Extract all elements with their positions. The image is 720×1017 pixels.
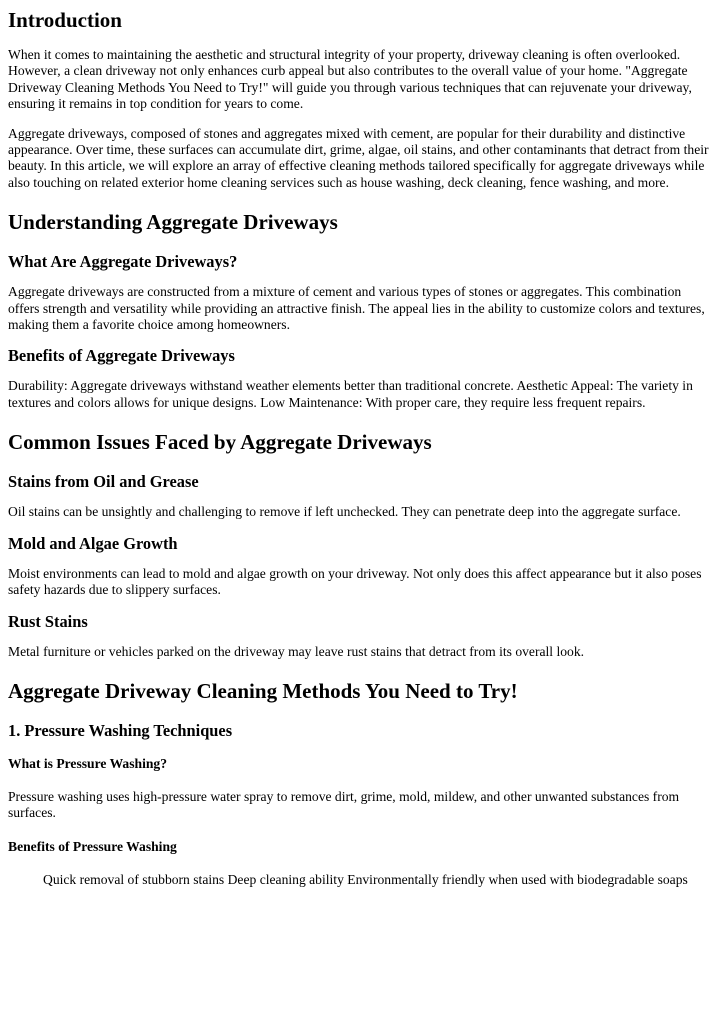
mold-algae-heading: Mold and Algae Growth [8, 533, 178, 553]
pressure-washing-heading: 1. Pressure Washing Techniques [8, 720, 233, 740]
pressure-washing-benefits-list [8, 872, 715, 888]
rust-stains-paragraph: Metal furniture or vehicles parked on the driveway may leave rust stains that detract from its overall look. [8, 643, 585, 659]
common-issues-heading: Common Issues Faced by Aggregate Driveways [8, 430, 432, 455]
benefits-paragraph: Durability: Aggregate driveways withstand weather elements better than traditional concrete. Aesthetic Appeal: The variety in textures and colors allows for unique designs. Low Maintenance: With proper care, they require less frequent repairs. [8, 378, 693, 410]
introduction-paragraph-2: Aggregate driveways, composed of stones and aggregates mixed with cement, are popular for their durability and distinctive appearance. Over time, these surfaces can accumulate dirt, grime, algae, oil stains, and other contaminants that detract from their beauty. In this article, we will explore an array of effective cleaning methods tailored specifically for aggregate driveways while also touching on related exterior home cleaning services such as house washing, deck cleaning, fence washing, and more. [8, 125, 709, 190]
rust-stains-heading: Rust Stains [8, 611, 88, 631]
what-is-pressure-washing-paragraph: Pressure washing uses high-pressure water spray to remove dirt, grime, mold, mildew, and other unwanted substances from surfaces. [8, 788, 680, 821]
mold-algae-paragraph: Moist environments can lead to mold and algae growth on your driveway. Not only does this affect appearance but it also poses safety hazards due to slippery surfaces. [8, 565, 702, 598]
oil-stains-paragraph: Oil stains can be unsightly and challenging to remove if left unchecked. They can penetrate deep into the aggregate surface. [8, 504, 681, 520]
benefits-heading: Benefits of Aggregate Driveways [8, 346, 235, 366]
cleaning-methods-heading: Aggregate Driveway Cleaning Methods You Need to Try! [8, 678, 518, 703]
list-item: Quick removal of stubborn stains Deep cleaning ability Environmentally friendly when used with biodegradable soaps [43, 871, 688, 887]
what-is-pressure-washing-heading: What is Pressure Washing? [8, 755, 168, 771]
what-are-paragraph: Aggregate driveways are constructed from a mixture of cement and various types of stones or aggregates. This combination offers strength and versatility while providing an attractive finish. The appeal lies in the ability to customize colors and textures, making them a favorite choice among homeowners. [8, 284, 705, 333]
introduction-paragraph-1: When it comes to maintaining the aesthetic and structural integrity of your property, driveway cleaning is often overlooked. However, a clean driveway not only enhances curb appeal but also contributes to the overall value of your home. "Aggregate Driveway Cleaning Methods You Need to Try!" will guide you through various techniques that can rejuvenate your driveway, ensuring it remains in top condition for years to come. [8, 47, 692, 112]
what-are-heading: What Are Aggregate Driveways? [8, 252, 238, 272]
understanding-heading: Understanding Aggregate Driveways [8, 210, 338, 235]
introduction-heading: Introduction [8, 8, 122, 32]
benefits-of-pressure-washing-heading: Benefits of Pressure Washing [8, 838, 177, 854]
oil-stains-heading: Stains from Oil and Grease [8, 472, 199, 492]
